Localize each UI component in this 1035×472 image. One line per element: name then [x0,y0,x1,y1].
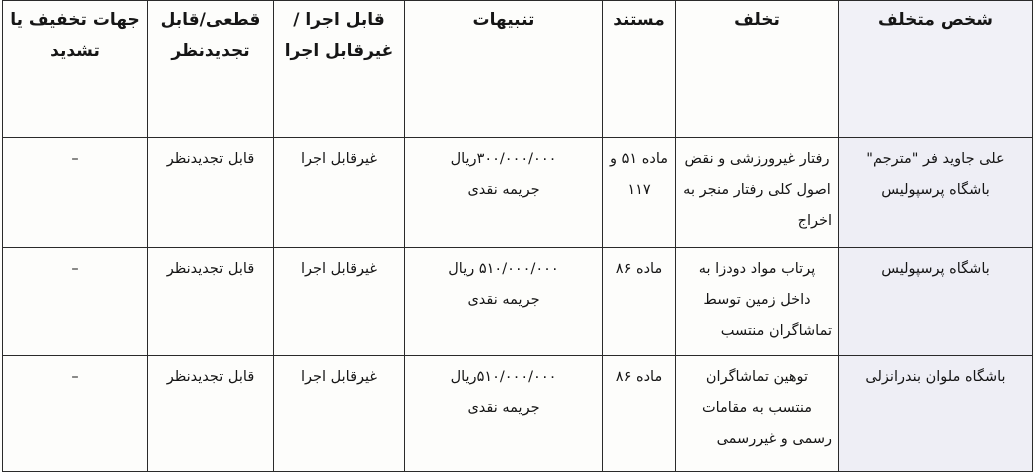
header-offender: شخص متخلف [839,1,1033,138]
header-enforceable: قابل اجرا /غیرقابل اجرا [274,1,405,138]
basis-cell: ماده ۵۱ و ۱۱۷ [603,138,676,248]
disciplinary-ruling-table [2,0,1033,472]
enforceable-cell: غیرقابل اجرا [274,356,405,472]
penalty-amount: ۵۱۰/۰۰۰/۰۰۰ ریال [448,261,559,277]
table-header-row [3,1,1033,138]
penalty-kind: جریمه نقدی [467,292,540,308]
mitigation-cell: – [3,356,148,472]
header-violation: تخلف [676,1,839,138]
reviewable-cell: قابل تجدیدنظر [148,138,274,248]
violation-cell: توهین تماشاگران منتسب به مقامات رسمی و غیررسمی [676,356,839,472]
header-mitigation: جهات تخفیف یا تشدید [3,1,148,138]
basis-cell: ماده ۸۶ [603,248,676,356]
header-basis: مستند [603,1,676,138]
basis-cell: ماده ۸۶ [603,356,676,472]
header-final-or-reviewable: قطعی/قابل تجدیدنظر [148,1,274,138]
reviewable-cell: قابل تجدیدنظر [148,248,274,356]
penalty-amount: ۳۰۰/۰۰۰/۰۰۰ریال [450,151,557,167]
offender-cell: علی جاوید فر "مترجم" باشگاه پرسپولیس [839,138,1033,248]
penalty-cell [405,248,603,356]
penalty-amount: ۵۱۰/۰۰۰/۰۰۰ریال [450,369,557,385]
penalty-cell [405,356,603,472]
violation-cell: پرتاب مواد دودزا به داخل زمین توسط تماشاگران منتسب [676,248,839,356]
table-row [3,248,1033,356]
violation-cell: رفتار غیرورزشی و نقض اصول کلی رفتار منجر به اخراج [676,138,839,248]
penalty-cell [405,138,603,248]
mitigation-cell: – [3,248,148,356]
header-penalties: تنبیهات [405,1,603,138]
enforceable-cell: غیرقابل اجرا [274,138,405,248]
enforceable-cell: غیرقابل اجرا [274,248,405,356]
offender-cell: باشگاه پرسپولیس [839,248,1033,356]
table-row [3,356,1033,472]
mitigation-cell: – [3,138,148,248]
offender-cell: باشگاه ملوان بندرانزلی [839,356,1033,472]
penalty-kind: جریمه نقدی [467,182,540,198]
reviewable-cell: قابل تجدیدنظر [148,356,274,472]
table-row [3,138,1033,248]
penalty-kind: جریمه نقدی [467,400,540,416]
